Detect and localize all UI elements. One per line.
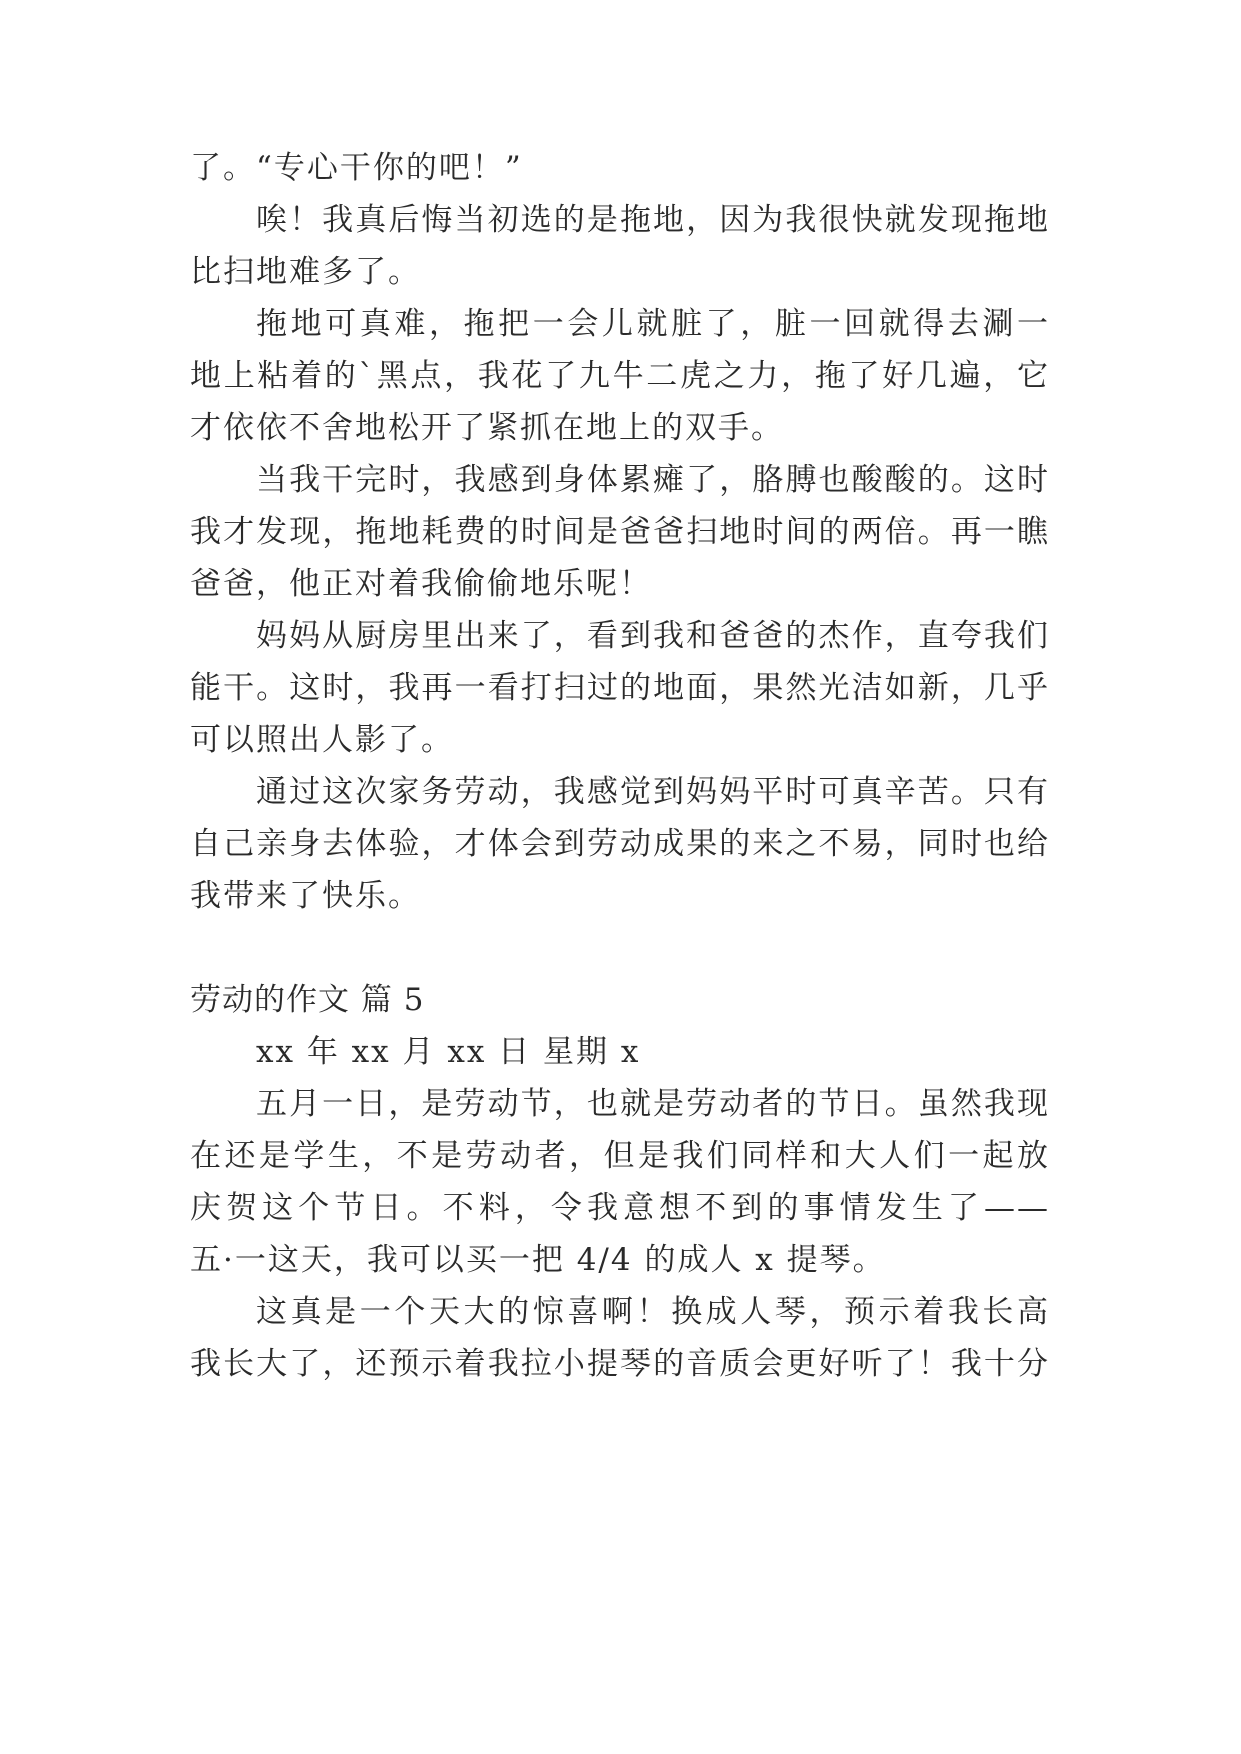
- date-line: xx 年 xx 月 xx 日 星期 x: [256, 1034, 641, 1070]
- text-line: 当我干完时，我感到身体累瘫了，胳膊也酸酸的。这时: [256, 462, 1050, 498]
- text-line: 可以照出人影了。: [190, 722, 454, 758]
- text-line: 才依依不舍地松开了紧抓在地上的双手。: [190, 410, 784, 446]
- text-line: 五·一这天，我可以买一把 4/4 的成人 x 提琴。: [190, 1242, 886, 1278]
- text-line: 通过这次家务劳动，我感觉到妈妈平时可真辛苦。只有: [256, 774, 1050, 810]
- text-line: 妈妈从厨房里出来了，看到我和爸爸的杰作，直夸我们: [256, 618, 1050, 654]
- text-line: 了。“专心干你的吧！”: [190, 150, 523, 186]
- text-line: 这真是一个天大的惊喜啊！换成人琴，预示着我长高: [256, 1294, 1050, 1330]
- text-line: 自己亲身去体验，才体会到劳动成果的来之不易，同时也给: [190, 826, 1050, 862]
- text-line: 五月一日，是劳动节，也就是劳动者的节日。虽然我现: [256, 1086, 1050, 1122]
- text-line: 唉！我真后悔当初选的是拖地，因为我很快就发现拖地: [256, 202, 1050, 238]
- text-line: 我长大了，还预示着我拉小提琴的音质会更好听了！我十分: [190, 1346, 1050, 1382]
- text-line: 比扫地难多了。: [190, 254, 421, 290]
- text-line: 能干。这时，我再一看打扫过的地面，果然光洁如新，几乎: [190, 670, 1050, 706]
- text-line: 拖地可真难，拖把一会儿就脏了，脏一回就得去涮一: [256, 306, 1050, 342]
- text-line: 爸爸，他正对着我偷偷地乐呢！: [190, 566, 652, 602]
- text-line: 庆贺这个节日。不料，令我意想不到的事情发生了——: [190, 1190, 1050, 1226]
- text-line: 地上粘着的`黑点，我花了九牛二虎之力，拖了好几遍，它: [190, 358, 1050, 394]
- text-line: 我才发现，拖地耗费的时间是爸爸扫地时间的两倍。再一瞧: [190, 514, 1050, 550]
- text-line: 在还是学生，不是劳动者，但是我们同样和大人们一起放: [190, 1138, 1050, 1174]
- text-line: 我带来了快乐。: [190, 878, 421, 914]
- section-title: 劳动的作文 篇 5: [190, 982, 425, 1018]
